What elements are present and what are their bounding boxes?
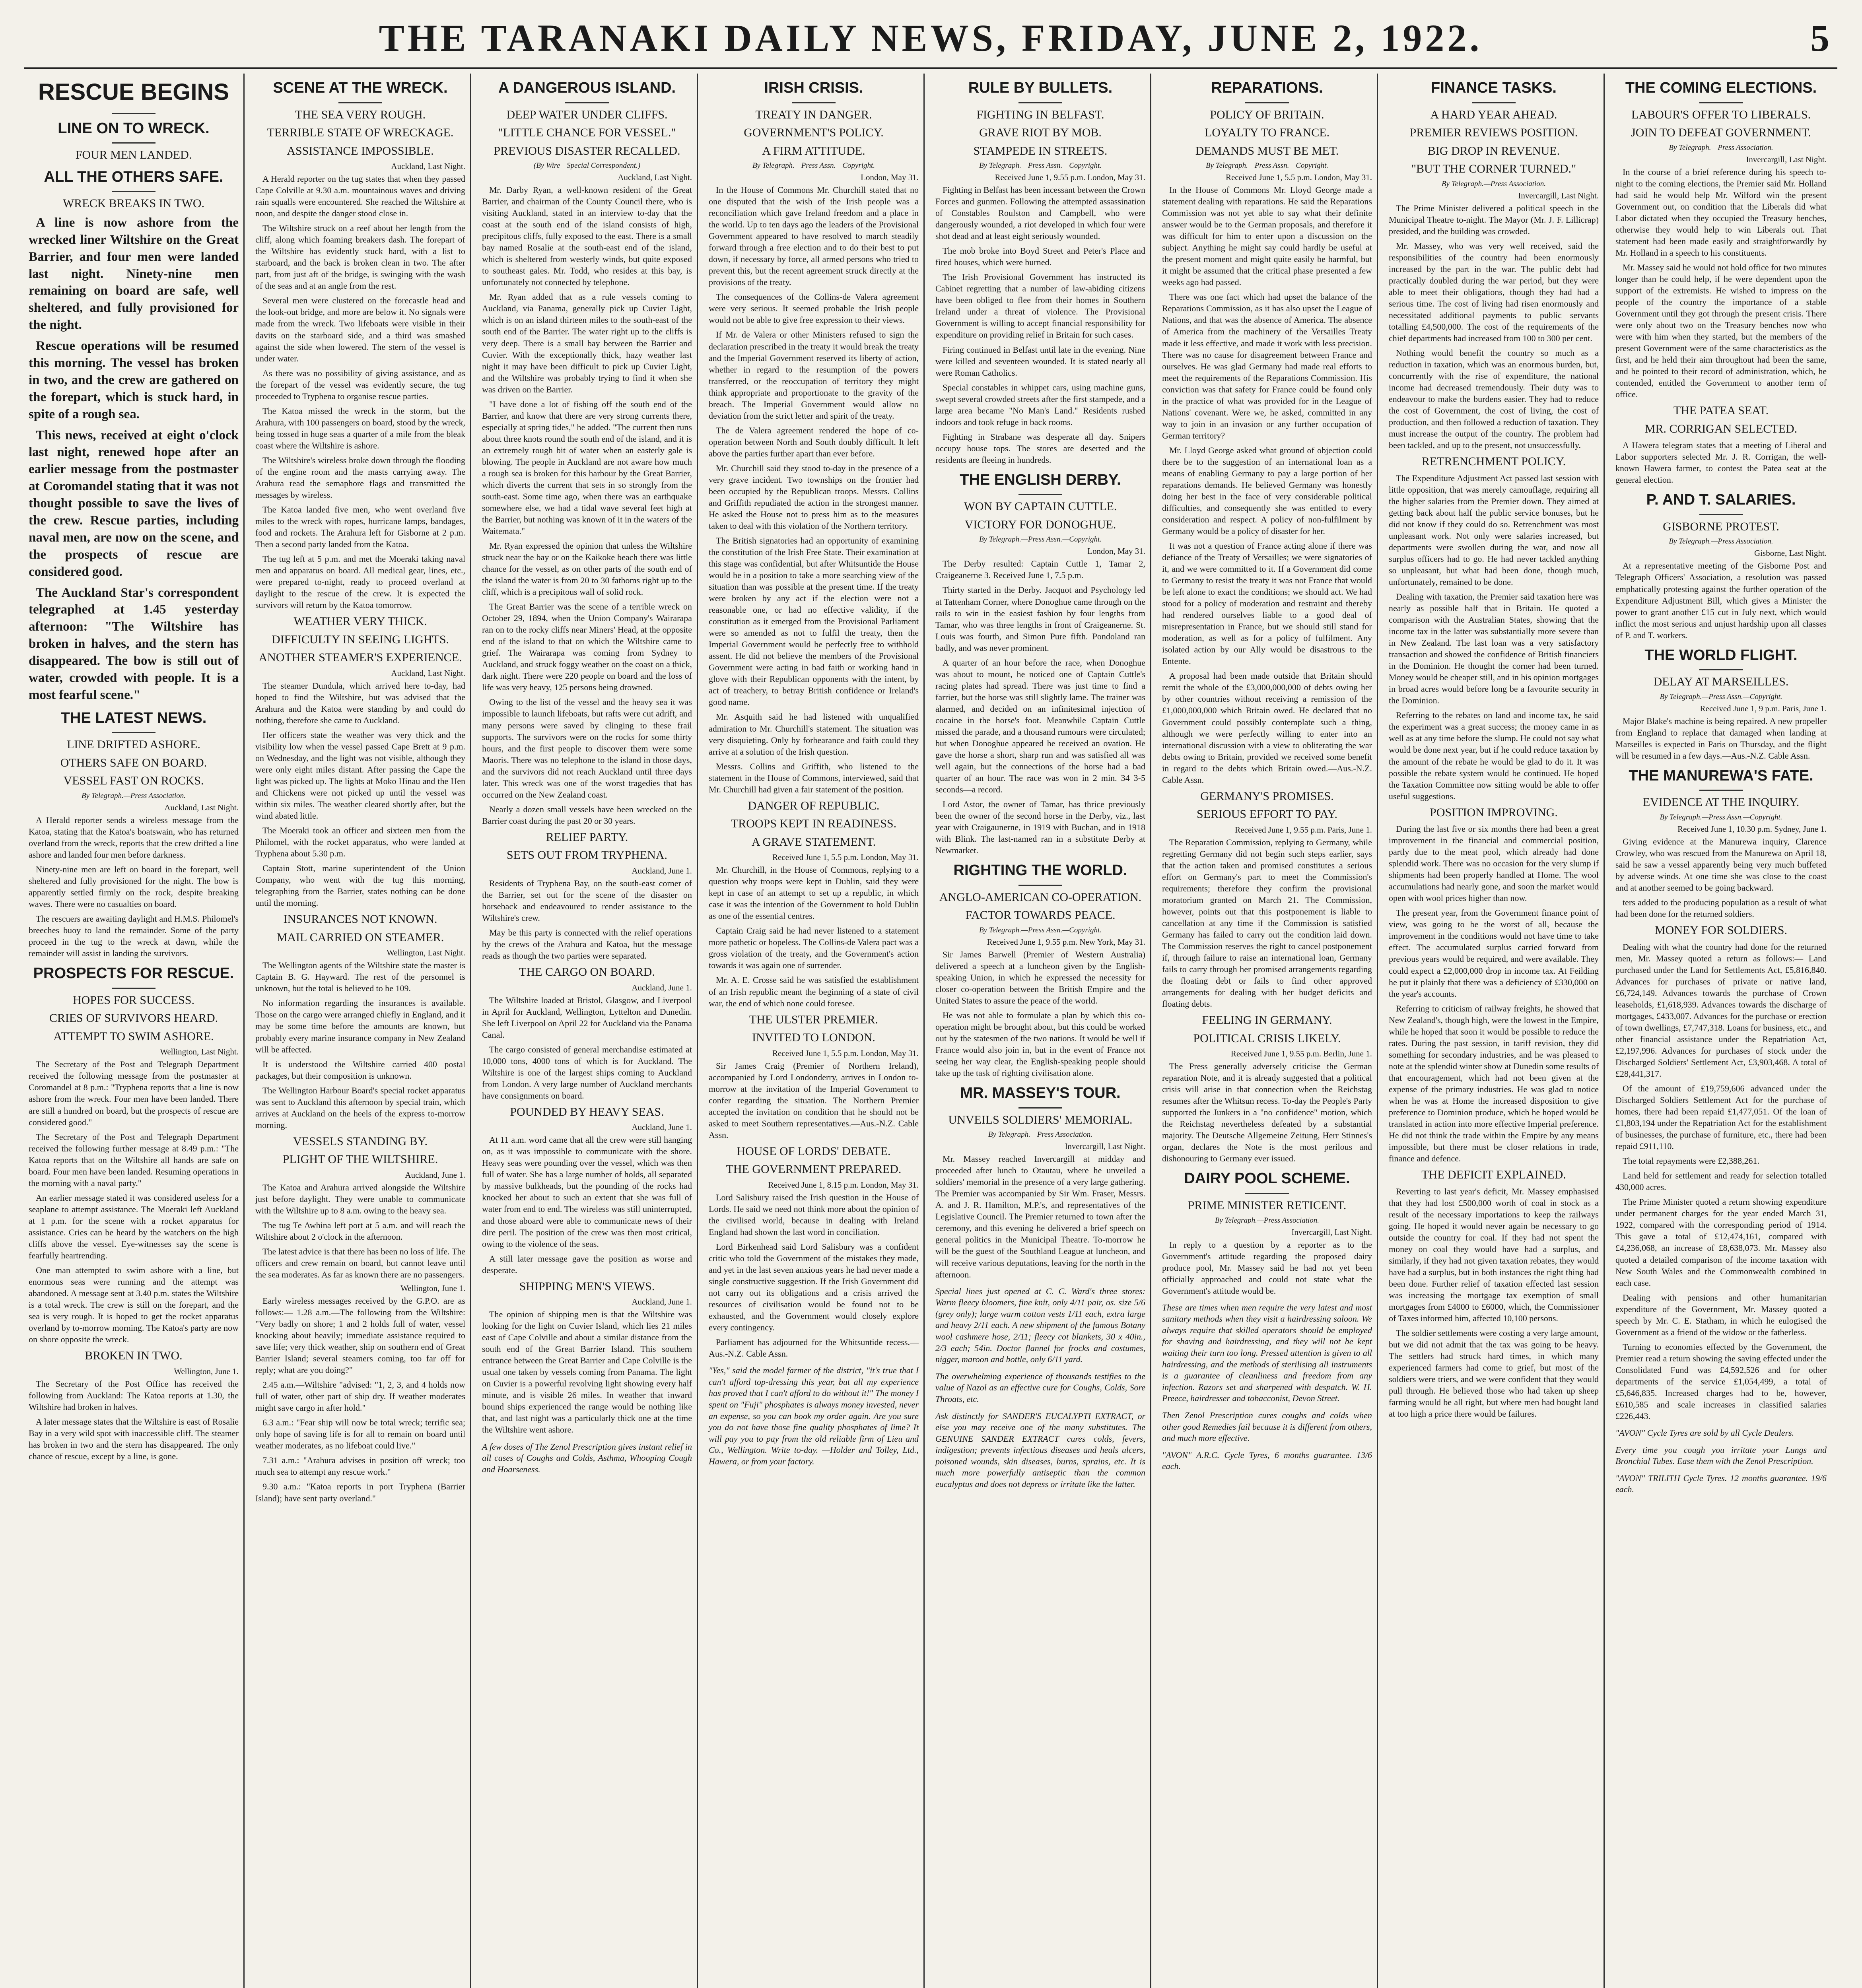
subheading: LABOUR'S OFFER TO LIBERALS. bbox=[1631, 108, 1811, 121]
article-paragraph: Captain Stott, marine superintendent of the Union Company, who went with the tug this morning, telegraphing from the Barrier, states nothing can be done until the morning. bbox=[255, 863, 465, 908]
subheading: FIGHTING IN BELFAST. bbox=[976, 108, 1104, 121]
article-paragraph: The Wiltshire's wireless broke down through the flooding of the engine room and the masts carrying away. The Arahura read the semaphore flags and transmitted the messages by wireless. bbox=[255, 455, 465, 500]
article-paragraph: The mob broke into Boyd Street and Peter's Place and fired houses, which were burned. bbox=[935, 246, 1145, 268]
article-paragraph: Messrs. Collins and Griffith, who listened to the statement in the House of Commons, interviewed, said that Mr. Churchill had given a fair statement of the position. bbox=[709, 761, 919, 794]
article-paragraph: Fighting in Strabane was desperate all day. Snipers occupy house tops. The stores are deserted and the residents are fleeing in hundreds. bbox=[935, 431, 1145, 465]
article-paragraph: Land held for settlement and ready for selection totalled 430,000 acres. bbox=[1615, 1171, 1827, 1192]
article-paragraph: No information regarding the insurances is available. Those on the cargo were arranged chiefly in England, and it may be some time before the amounts are known, but probably every marine insurance company in New Zealand will be affected. bbox=[255, 998, 465, 1054]
dateline: Auckland, Last Night. bbox=[391, 668, 465, 678]
dateline: London, May 31. bbox=[1087, 546, 1145, 556]
article-paragraph: Of the amount of £19,759,606 advanced under the Discharged Soldiers Settlement Act for the purchase of homes, there had been repaid £1,477,051. Of the loan of £1,803,194 under the Repatriation Act for the establishment of businesses, the purchase of furniture, etc., there had been repaid £911,110. bbox=[1615, 1083, 1827, 1151]
article-paragraph: The present year, from the Government finance point of view, was going to be the worst of all, because the improvement in the conditions would not have time to take effect. The accumulated surplus carried forward from previous years would be required, and were available. They could expect a £2,000,000 drop in income tax. At Feilding he put it plainly that there was a deficiency of £330,000 on the year's accounts. bbox=[1389, 908, 1599, 999]
dateline: Invercargill, Last Night. bbox=[1065, 1142, 1145, 1151]
divider bbox=[112, 191, 155, 192]
dateline: Received June 1, 5.5 p.m. London, May 31. bbox=[772, 852, 919, 862]
article-paragraph: Fighting in Belfast has been incessant between the Crown Forces and gunmen. Following the attempted assassination of Constables Roulston and Campbell, who were dangerously wounded, a riot developed in which four were shot dead and at least eight seriously wounded. bbox=[935, 185, 1145, 241]
divider bbox=[112, 988, 155, 989]
article-paragraph: In the course of a brief reference during his speech to-night to the coming elections, the Premier said Mr. Holland had said he would help Mr. Wilford win the present Government out, on condition that the Liberals did what Labor dictated when they occupied the Treasury benches, otherwise they would help to win Liberals out. That statement had been made easily and straightforwardly by Mr. Holland in a speech to his constituents. bbox=[1615, 167, 1827, 258]
article-paragraph: Thirty started in the Derby. Jacquot and Psychology led at Tattenham Corner, where Donoghue came through on the rails to win in the easiest fashion by four lengths from Tamar, who was three lengths in front of Craigeanerne. St. Louis was fourth, and Simon Pure fifth. Pondoland ran badly, and was never prominent. bbox=[935, 585, 1145, 653]
divider bbox=[1245, 102, 1289, 103]
article-paragraph: The Derby resulted: Captain Cuttle 1, Tamar 2, Craigeanerne 3. Received June 1, 7.5 p.m. bbox=[935, 559, 1145, 580]
dateline: Received June 1, 5.5 p.m. London, May 31. bbox=[772, 1048, 919, 1058]
article-paragraph: Lord Astor, the owner of Tamar, has thrice previously been the owner of the second horse in the Derby, viz., last year with Craigaunerne, in 1919 with Buchan, and in 1918 with Blink. The last-named ran in a substitute Derby at Newmarket. bbox=[935, 799, 1145, 856]
divider bbox=[565, 102, 609, 103]
section-headline: THE LATEST NEWS. bbox=[60, 709, 207, 726]
column-3 bbox=[477, 74, 698, 1988]
article-paragraph: Early wireless messages received by the G.P.O. are as follows:— 1.28 a.m.—The following from the Wiltshire: "Very badly on shore; 1 and 2 holds full of water, vessel knocking about heavily; immediate assistance required to save life; very thick weather, ship on southern end of Great Barrier Island; several steamers coming, too far off for reply; what are you doing?" bbox=[255, 1296, 465, 1375]
subheading: PREVIOUS DISASTER RECALLED. bbox=[494, 144, 680, 157]
byline: By Telegraph.—Press Association. bbox=[1669, 537, 1773, 546]
byline: By Telegraph.—Press Assn.—Copyright. bbox=[1660, 692, 1782, 701]
subheading: STAMPEDE IN STREETS. bbox=[973, 144, 1108, 157]
advertisement: Then Zenol Prescription cures coughs and colds when other good Remedies fail because it is different from others, and much more effective. bbox=[1162, 1410, 1372, 1443]
section-headline: THE MANUREWA'S FATE. bbox=[1629, 767, 1813, 784]
article-paragraph: The Katoa missed the wreck in the storm, but the Arahura, with 100 passengers on board, stood by the wreck, being tossed in huge seas a quarter of a mile from the bleak coast where the Wiltshire is ashore. bbox=[255, 406, 465, 450]
subheading: DANGER OF REPUBLIC. bbox=[748, 799, 880, 812]
article-paragraph: If Mr. de Valera or other Ministers refused to sign the declaration prescribed in the treaty it would break the treaty and the Imperial Government reserved its liberty of action, whether in regard to the resumption of the powers transferred, or the reoccupation of territory they might think appropriate and proportionate to the gravity of the breach. The Imperial Government would allow no deviation from the strict letter and spirit of the treaty. bbox=[709, 330, 919, 421]
subheading: WON BY CAPTAIN CUTTLE. bbox=[964, 500, 1117, 513]
article-paragraph: Sir James Craig (Premier of Northern Ireland), accompanied by Lord Londonderry, arrives in London to-morrow at the invitation of the Imperial Government to confer regarding the situation. The Northern Premier accepted the invitation on condition that he should not be asked to meet Southern representatives.—Aus.-N.Z. Cable Assn. bbox=[709, 1060, 919, 1140]
divider bbox=[1699, 102, 1743, 103]
subheading: HOPES FOR SUCCESS. bbox=[73, 993, 194, 1007]
article-paragraph: An earlier message stated it was considered useless for a seaplane to attempt assistance. The Moeraki left Auckland at 1 p.m. for the scene with a rocket apparatus for assistance. Cries can be heard by the watchers on the high cliffs above the vessel. Eye-witnesses say the scene is fearfully heartrending. bbox=[29, 1192, 239, 1260]
article-paragraph: Mr. Churchill said they stood to-day in the presence of a very grave incident. Two townships on the frontier had been occupied by the Republican troops. Messrs. Collins and Griffith repudiated the action in the strongest manner. He asked the House not to press him as to the measures taken to deal with this violation of the Northern territory. bbox=[709, 463, 919, 531]
article-paragraph: A Herald reporter on the tug states that when they passed Cape Colville at 9.30 a.m. mountainous waves and driving rain squalls were encountered. She reached the Wiltshire at noon, and despite the danger stood close in. bbox=[255, 174, 465, 219]
article-paragraph: 9.30 a.m.: "Katoa reports in port Tryphena (Barrier Island); have sent party overland." bbox=[255, 1481, 465, 1503]
masthead bbox=[24, 7, 1837, 69]
divider bbox=[1472, 102, 1516, 103]
section-headline: SCENE AT THE WRECK. bbox=[273, 80, 448, 96]
article-paragraph: It is understood the Wiltshire carried 400 postal packages, but their composition is unknown. bbox=[255, 1059, 465, 1081]
dateline: Received June 1, 5.5 p.m. London, May 31. bbox=[1225, 173, 1372, 182]
dateline: Auckland, Last Night. bbox=[164, 802, 239, 812]
subheading: TERRIBLE STATE OF WRECKAGE. bbox=[267, 126, 454, 140]
subheading: GOVERNMENT'S POLICY. bbox=[744, 126, 884, 140]
dateline: Gisborne, Last Night. bbox=[1754, 548, 1827, 558]
advertisement: Every time you cough you irritate your Lungs and Bronchial Tubes. Ease them with the Zenol Prescription. bbox=[1615, 1444, 1827, 1466]
divider bbox=[1018, 494, 1062, 495]
subheading: POUNDED BY HEAVY SEAS. bbox=[510, 1105, 664, 1118]
subheading: BIG DROP IN REVENUE. bbox=[1427, 144, 1560, 157]
subheading: WRECK BREAKS IN TWO. bbox=[62, 197, 205, 210]
subheading: GISBORNE PROTEST. bbox=[1663, 520, 1779, 533]
article-paragraph: The Katoa and Arahura arrived alongside the Wiltshire just before daylight. They were unable to communicate with the Wiltshire up to 8 a.m. owing to the heavy sea. bbox=[255, 1182, 465, 1215]
subheading: SETS OUT FROM TRYPHENA. bbox=[507, 848, 667, 862]
lead-paragraph: A line is now ashore from the wrecked liner Wiltshire on the Great Barrier, and four men were landed last night. Ninety-nine men remaining on board are safe, well sheltered, and fully provisioned for the night. bbox=[29, 215, 239, 332]
article-paragraph: Mr. Massey reached Invercargill at midday and proceeded after lunch to Otautau, where he unveiled a soldiers' memorial in the presence of a very large gathering. The Premier was accompanied by Sir Wm. Fraser, Messrs. A. and J. R. Hamilton, M.P.'s, and representatives of the Legislative Council. The Premier returned to town after the ceremony, and this evening he delivered a brief speech on general politics in the Municipal Theatre. To-morrow he will be the guest of the Southland League at luncheon, and will receive various deputations, leaving for the north in the afternoon. bbox=[935, 1154, 1145, 1279]
article-paragraph: The Secretary of the Post Office has received the following from Auckland: The Katoa reports at 1.30, the Wiltshire had broken in halves. bbox=[29, 1378, 239, 1412]
article-paragraph: Mr. Ryan expressed the opinion that unless the Wiltshire struck near the bay or on the Kaikoke beach there was little chance for the vessel, as on other parts of the south end of the island the water is from 20 to 30 fathoms right up to the cliff, which is a precipitous wall of solid rock. bbox=[482, 541, 692, 597]
subheading: FOUR MEN LANDED. bbox=[75, 148, 192, 162]
article-paragraph: At a representative meeting of the Gisborne Post and Telegraph Officers' Association, a resolution was passed emphatically protesting against the further operation of the Expenditure Adjustment Bill, which gives a Minister the power to grant another £15 cut in July next, which would inflict the most serious and unjust hardship upon all classes of P. and T. workers. bbox=[1615, 561, 1827, 640]
dateline: Received June 1, 8.15 p.m. London, May 31. bbox=[768, 1180, 919, 1190]
article-paragraph: The Irish Provisional Government has instructed its Cabinet regretting that a number of law-abiding citizens have been obliged to flee from their homes in Southern Ireland under a threat of violence. The Provisional Government is willing to accept financial responsibility for expenditure on providing relief in Britain for such cases. bbox=[935, 272, 1145, 340]
dateline: Wellington, June 1. bbox=[174, 1366, 239, 1376]
subheading: INSURANCES NOT KNOWN. bbox=[283, 912, 437, 926]
subheading: LOYALTY TO FRANCE. bbox=[1204, 126, 1330, 140]
article-paragraph: Giving evidence at the Manurewa inquiry, Clarence Crowley, who was rescued from the Manurewa on April 18, said he saw a vessel apparently being very much buffeted by adverse winds. At one time she was close to the coast and at another seemed to be going backward. bbox=[1615, 836, 1827, 893]
subheading: A FIRM ATTITUDE. bbox=[762, 144, 865, 157]
byline: By Telegraph.—Press Assn.—Copyright. bbox=[979, 161, 1102, 170]
dateline: Auckland, June 1. bbox=[632, 866, 692, 876]
article-paragraph: Mr. Churchill, in the House of Commons, replying to a question why troops were kept in Dublin, said they were kept in case of an attempt to set up a republic, in which case it was the intention of the Government to hold Dublin as one of the essential centres. bbox=[709, 865, 919, 921]
byline: By Telegraph.—Press Assn.—Copyright. bbox=[752, 161, 875, 170]
dateline: Auckland, June 1. bbox=[632, 1297, 692, 1307]
byline: By Telegraph.—Press Association. bbox=[1669, 143, 1773, 152]
headline: RESCUE BEGINS bbox=[38, 79, 229, 105]
byline: By Telegraph.—Press Assn.—Copyright. bbox=[979, 926, 1102, 934]
section-headline: ALL THE OTHERS SAFE. bbox=[44, 168, 224, 185]
masthead-title: THE TARANAKI DAILY NEWS, FRIDAY, JUNE 2, 1922. bbox=[379, 17, 1483, 59]
subheading: FEELING IN GERMANY. bbox=[1202, 1013, 1332, 1027]
article-paragraph: In the House of Commons Mr. Churchill stated that no one disputed that the wish of the Irish people was a reconciliation which gave Ireland freedom and a place in the world. Up to ten days ago the leaders of the Provisional Government appeared to have resolved to march steadily forward through a free election and to do their best to put down, if necessary by force, all armed persons who tried to prevent this, but the recent agreement struck directly at the provisions of the treaty. bbox=[709, 185, 919, 287]
advertisement: Special lines just opened at C. C. Ward's three stores: Warm fleecy bloomers, fine knit, only 4/11 pair, os. size 5/6 (grey only); large warm cotton vests 1/11 each, extra large and heavy 2/11 each. A new shipment of the famous Botany wool cashmere hose, 2/11; fleecy cot blankets, 30 x 40in., 2/3 each; 54in. Doctor flannel for frocks and costumes, nigger, maroon and bottle, only 6/11 yard. bbox=[935, 1286, 1145, 1365]
columns-container bbox=[24, 74, 1837, 1988]
article-paragraph: The Great Barrier was the scene of a terrible wreck on October 29, 1894, when the Union Company's Wairarapa ran on to the rocky cliffs near Miners' Head, at the opposite end of the island to that on which the Wiltshire came to grief. The Wairarapa was coming from Sydney to Auckland, and struck foggy weather on the coast on a thick, dark night. There were 220 people on board and the loss of life was very heavy, 125 persons being drowned. bbox=[482, 602, 692, 693]
article-paragraph: The Wellington Harbour Board's special rocket apparatus was sent to Auckland this afternoon by special train, which arrives at Auckland on the heels of the express to-morrow morning. bbox=[255, 1085, 465, 1130]
subheading: POLITICAL CRISIS LIKELY. bbox=[1193, 1031, 1341, 1045]
article-paragraph: A quarter of an hour before the race, when Donoghue was about to mount, he noticed one of Captain Cuttle's racing plates had spread. There was just time to find a farrier, but the horse was still slightly lame. The trainer was alarmed, and decided on an infinitesimal injection of cocaine in the horse's foot. Meanwhile Captain Cuttle missed the parade, and a thousand rumours were circulated; but when Donoghue appeared he received an ovation. He gave the horse a short, sharp run and was satisfied all was well again, but the connections of the horse had a bad quarter of an hour. The race was won in 2 min. 34 3-5 seconds—a record. bbox=[935, 657, 1145, 794]
divider bbox=[112, 113, 155, 114]
subheading: ANGLO-AMERICAN CO-OPERATION. bbox=[939, 890, 1142, 904]
dateline: Auckland, Last Night. bbox=[618, 173, 692, 182]
section-headline: MR. MASSEY'S TOUR. bbox=[960, 1085, 1121, 1102]
article-paragraph: The steamer Dundula, which arrived here to-day, had hoped to find the Wiltshire, but was advised that the Arahura and the Katoa were standing by and could do nothing, therefore she came to Auckland. bbox=[255, 680, 465, 725]
section-headline: THE WORLD FLIGHT. bbox=[1644, 646, 1798, 664]
subheading: SERIOUS EFFORT TO PAY. bbox=[1197, 808, 1337, 821]
article-paragraph: In the House of Commons Mr. Lloyd George made a statement dealing with reparations. He said the Reparations Commission was not yet able to say what their definite answer would be to the German proposals, and therefore it was difficult for him to enter upon a discussion on the subject. Anything he might say could hardly be useful at the present moment and might quite easily be harmful, but it might be assumed that the critical phase presented a few weeks ago had passed. bbox=[1162, 185, 1372, 287]
article-paragraph: 2.45 a.m.—Wiltshire "advised: "1, 2, 3, and 4 holds now full of water, other part of ship dry. If weather moderates might save cargo in after hold." bbox=[255, 1380, 465, 1413]
article-paragraph: Lord Salisbury raised the Irish question in the House of Lords. He said we need not think more about the opinion of the civilised world, because in dealing with Ireland England had shown the last word in conciliation. bbox=[709, 1192, 919, 1237]
dateline: Auckland, June 1. bbox=[632, 982, 692, 992]
article-paragraph: One man attempted to swim ashore with a line, but enormous seas were running and the attempt was abandoned. A message sent at 3.40 p.m. states the Wiltshire is a total wreck. The crew is still on the forepart, and the sea is very rough. It is hoped to get the rocket apparatus overland by to-morrow morning. The Katoa's party are now on shore opposite the wreck. bbox=[29, 1265, 239, 1345]
dateline: Invercargill, Last Night. bbox=[1291, 1227, 1372, 1237]
subheading: A HARD YEAR AHEAD. bbox=[1430, 108, 1557, 121]
article-paragraph: Mr. Asquith said he had listened with unqualified admiration to Mr. Churchill's statement. The situation was very disquieting. Only by forbearance and faith could they arrive at a solution of the Irish question. bbox=[709, 712, 919, 757]
subheading: PLIGHT OF THE WILTSHIRE. bbox=[282, 1153, 438, 1166]
subheading: RELIEF PARTY. bbox=[546, 830, 628, 844]
subheading: "BUT THE CORNER TURNED." bbox=[1411, 162, 1576, 176]
dateline: Received June 1, 9.55 p.m. New York, May 31. bbox=[987, 937, 1145, 947]
subheading: VESSEL FAST ON ROCKS. bbox=[63, 774, 204, 788]
column-2 bbox=[251, 74, 471, 1988]
divider bbox=[1018, 1107, 1062, 1109]
article-paragraph: The Secretary of the Post and Telegraph Department received the following further message at 8.49 p.m.: "The Katoa reports that on the Wiltshire all hands are safe on board. Four men have been landed. Resuming operations in the morning with a naval party." bbox=[29, 1132, 239, 1188]
byline: By Telegraph.—Press Association. bbox=[1441, 179, 1546, 188]
article-paragraph: Dealing with pensions and other humanitarian expenditure of the Government, Mr. Massey quoted a speech by Mr. C. E. Statham, in which he eulogised the Government as a friend of the widow or the fatherless. bbox=[1615, 1292, 1827, 1337]
dateline: Wellington, June 1. bbox=[400, 1283, 465, 1293]
article-paragraph: The Reparation Commission, replying to Germany, while regretting Germany did not begin such steps earlier, says that the action taken and promised constitutes a serious effort on Germany's part to meet the Commission's requirements; therefore they confirm the provisional moratorium granted on March 21. The Commission, however, points out that this postponement is liable to cancellation at any time if the Commission is satisfied Germany has failed to carry out the condition laid down. The Commission reserves the right to cancel postponement if, through failure to raise an international loan, Germany fails to carry through her promised arrangements regarding the floating debt or fails to find other approved arrangements for dealing with her budget deficits and floating debts. bbox=[1162, 837, 1372, 1009]
subheading: GRAVE RIOT BY MOB. bbox=[979, 126, 1102, 140]
article-paragraph: The opinion of shipping men is that the Wiltshire was looking for the light on Cuvier Island, which lies 21 miles east of Cape Colville and about a similar distance from the south end of the Great Barrier Island. This southern entrance between the Great Barrier and Cape Colville is the usual one taken by vessels coming from Panama. The light on Cuvier is a powerful revolving light showing every half minute, and is visible 26 miles. In weather that inward bound ships experienced the range would be nothing like that, and last night was a particularly thick one at the time the Wiltshire went ashore. bbox=[482, 1309, 692, 1435]
dateline: Received June 1, 9 p.m. Paris, June 1. bbox=[1700, 703, 1827, 713]
divider bbox=[1018, 102, 1062, 103]
article-paragraph: Mr. Lloyd George asked what ground of objection could there be to the suggestion of an international loan as a means of enabling Germany to pay a large portion of her reparations demands. He believed Germany was honestly doing her best in the face of very considerable political difficulties, and consequently she was entitled to every consideration and respect. A policy of non-fulfilment by Germany would be a policy of disaster for her. bbox=[1162, 445, 1372, 536]
article-paragraph: The tug left at 5 p.m. and met the Moeraki taking naval men and apparatus on board. All medical gear, lines, etc., were prepared to-night, ready to proceed overland at daylight to the rescue of the crew. It is expected the survivors will return by the Katoa tomorrow. bbox=[255, 554, 465, 610]
subheading: THE CARGO ON BOARD. bbox=[519, 965, 655, 978]
article-paragraph: Parliament has adjourned for the Whitsuntide recess.—Aus.-N.Z. Cable Assn. bbox=[709, 1337, 919, 1359]
dateline: Received June 1, 9.55 p.m. London, May 31. bbox=[995, 173, 1145, 182]
article-paragraph: The Prime Minister delivered a political speech in the Municipal Theatre to-night. The Mayor (Mr. J. F. Lillicrap) presided, and the building was crowded. bbox=[1389, 203, 1599, 236]
subheading: VESSELS STANDING BY. bbox=[293, 1134, 428, 1148]
subheading: LINE DRIFTED ASHORE. bbox=[67, 738, 200, 751]
section-headline: PROSPECTS FOR RESCUE. bbox=[33, 965, 234, 982]
byline: By Telegraph.—Press Association. bbox=[1215, 1216, 1320, 1225]
dateline: Wellington, Last Night. bbox=[387, 948, 465, 958]
article-paragraph: Ninety-nine men are left on board in the forepart, well sheltered and fully provisioned for the night. The bow is apparently settled firmly on the rock, despite breaking waves. There were no casualties on board. bbox=[29, 864, 239, 909]
article-paragraph: The Press generally adversely criticise the German reparation Note, and it is already suggested that a political crisis will arise in that connection when the Reichstag resumes after the Whitsun recess. To-day the People's Party supported the Junkers in a "no confidence" motion, which the Reichstag nevertheless defeated by a substantial majority. The Deutsche Allgemeine Zeitung, Herr Stinnes's organ, declares the Note is the most perilous and dishonouring to Germany ever issued. bbox=[1162, 1061, 1372, 1164]
subheading: OTHERS SAFE ON BOARD. bbox=[60, 756, 207, 769]
divider bbox=[1018, 885, 1062, 886]
article-paragraph: He was not able to formulate a plan by which this co-operation might be brought about, but this could be worked out by the statesmen of the two nations. It would be well if France would also join in, but in the event of France not seeing her way clear, the English-speaking people should take up the task of righting civilisation alone. bbox=[935, 1010, 1145, 1078]
advertisement: The overwhelming experience of thousands testifies to the value of Nazol as an effective cure for Coughs, Colds, Sore Throats, etc. bbox=[935, 1371, 1145, 1404]
section-headline: RULE BY BULLETS. bbox=[968, 80, 1113, 96]
subheading: HOUSE OF LORDS' DEBATE. bbox=[737, 1144, 891, 1158]
subheading: "LITTLE CHANCE FOR VESSEL." bbox=[498, 126, 676, 140]
section-headline: THE COMING ELECTIONS. bbox=[1625, 80, 1817, 96]
column-6 bbox=[1157, 74, 1378, 1988]
article-paragraph: 6.3 a.m.: "Fear ship will now be total wreck; terrific sea; only hope of saving life is for all to remain on board until weather moderates, as no lifeboat could live." bbox=[255, 1417, 465, 1451]
dateline: Invercargill, Last Night. bbox=[1518, 190, 1599, 200]
subheading: JOIN TO DEFEAT GOVERNMENT. bbox=[1631, 126, 1811, 140]
article-paragraph: Mr. Massey said he would not hold office for two minutes longer than he could help, if he were dependent upon the support of the extremists. He wished to impress on the people of the country the importance of a stable Government until they got through the present crisis. There were only about two on the Treasury benches now who were with him when they started, but the members of the present Government were of the same characteristics as the first, and he held their aim throughout had been the same, and he pointed to their record of administration, which, he contended, entitled the Government to another term of office. bbox=[1615, 262, 1827, 400]
article-paragraph: Sir James Barwell (Premier of Western Australia) delivered a speech at a luncheon given by the English-speaking Union, in which he expressed the necessity for closer co-operation between the British Empire and the United States to assure the peace of the world. bbox=[935, 949, 1145, 1006]
subheading: DIFFICULTY IN SEEING LIGHTS. bbox=[271, 633, 449, 646]
dateline: Auckland, Last Night. bbox=[391, 161, 465, 171]
subheading: ASSISTANCE IMPOSSIBLE. bbox=[287, 144, 434, 157]
advertisement: "AVON" Cycle Tyres are sold by all Cycle Dealers. bbox=[1615, 1427, 1794, 1438]
article-paragraph: Mr. Darby Ryan, a well-known resident of the Great Barrier, and chairman of the County Council there, who is visiting Auckland, stated in an interview to-day that the coast at the south end of the island consists of high, precipitous cliffs, fully exposed to the east. There is a small bay named Rosalie at the south-east end of the island, which is sheltered from westerly winds, but quite exposed to southeast gales. Mr. Todd, who resides at this bay, is unfortunately not connected by telephone. bbox=[482, 185, 692, 287]
subheading: GERMANY'S PROMISES. bbox=[1200, 789, 1334, 803]
divider bbox=[1699, 790, 1743, 791]
byline: By Telegraph.—Press Association. bbox=[988, 1130, 1093, 1139]
advertisement: "Yes," said the model farmer of the district, "it's true that I can't afford top-dressing this year, but all my experience has proved that I can't afford to do without it!" The money I spent on "Fuji" phosphates is always money invested, never an expense, so you can book my order again. Are you sure you do not have those fine quality phosphates of lime? It will pay you to pay from the old reliable firm of Lieu and Co., Wellington. Write to-day. —Holder and Tolley, Ltd., Hawera, or from your factory. bbox=[709, 1365, 919, 1466]
article-paragraph: May be this party is connected with the relief operations by the crews of the Arahura and Katoa, but the message reads as though the two parties were separated. bbox=[482, 927, 692, 961]
article-paragraph: Special constables in whippet cars, using machine guns, swept several crowded streets after the first stampede, and a large area became "No Man's Land." Residents rushed indoors and took refuge in back rooms. bbox=[935, 382, 1145, 427]
article-paragraph: The consequences of the Collins-de Valera agreement were very serious. It seemed probable the Irish people would not be able to give free expression to their views. bbox=[709, 292, 919, 325]
column-4 bbox=[704, 74, 925, 1988]
lead-paragraph: The Auckland Star's correspondent telegraphed at 1.45 yesterday afternoon: "The Wiltshire has broken in halves, and the stern has disappeared. The bow is still out of water, crowded with people. It is a most fearful scene." bbox=[29, 585, 239, 702]
article-paragraph: Captain Craig said he had never listened to a statement more pathetic or hopeless. The Collins-de Valera pact was a gross violation of the treaty, and the Government's action towards it was again one of surrender. bbox=[709, 926, 919, 971]
article-paragraph: Owing to the list of the vessel and the heavy sea it was impossible to launch lifeboats, but rafts were cut adrift, and many persons were saved by clinging to these frail supports. The survivors were on the rocks for some thirty hours, and the first people to discover them were some Maoris. There was no telephone to the island in those days, and the survivors did not reach Auckland until three days later. This wreck was one of the worst tragedies that has occurred on the New Zealand coast. bbox=[482, 697, 692, 800]
dateline: Auckland, June 1. bbox=[405, 1170, 465, 1180]
dateline: Received June 1, 9.55 p.m. Berlin, June 1. bbox=[1230, 1049, 1372, 1059]
dateline: London, May 31. bbox=[861, 173, 919, 182]
subheading: POLICY OF BRITAIN. bbox=[1210, 108, 1324, 121]
section-headline: REPARATIONS. bbox=[1211, 80, 1323, 96]
divider bbox=[112, 732, 155, 733]
article-paragraph: The Wiltshire struck on a reef about her length from the cliff, along which foaming breakers dash. The forepart of the Wiltshire has evidently stuck hard, with a list to starboard, and the back is broken clean in two. The after part, from just aft of the bridge, is swinging with the wash of the seas and at an angle from the rest. bbox=[255, 223, 465, 291]
article-paragraph: Nothing would benefit the country so much as a reduction in taxation, which was an enormous burden, but, concurrently with the rise of expenditure, the national income had decreased tremendously. Their duty was to endeavour to make the burdens easier. They had to reduce the cost of Government, the cost of living, the cost of production, and then followed a reduction of taxation. They must increase the output of the country. The problem had been tackled, and up to the present, not unsuccessfully. bbox=[1389, 348, 1599, 450]
subheading: THE ULSTER PREMIER. bbox=[749, 1013, 879, 1026]
lead-paragraph: Rescue operations will be resumed this morning. The vessel has broken in two, and the crew are gathered on the forepart, which is stuck hard, in spite of a rough sea. bbox=[29, 339, 239, 421]
subheading: WEATHER VERY THICK. bbox=[293, 615, 427, 628]
lead-paragraph: This news, received at eight o'clock last night, renewed hope after an earlier message from the postmaster at Coromandel stating that it was not thought possible to save the lives of the crew. Rescue parties, including naval men, are now on the scene, and the prospects of rescue are considered good. bbox=[29, 428, 239, 579]
subheading: UNVEILS SOLDIERS' MEMORIAL. bbox=[948, 1113, 1133, 1126]
subheading: A GRAVE STATEMENT. bbox=[751, 835, 876, 848]
subheading: THE DEFICIT EXPLAINED. bbox=[1421, 1168, 1566, 1182]
article-paragraph: Reverting to last year's deficit, Mr. Massey emphasised that they had lost £500,000 worth of coal in stock as a result of the necessary importations to keep the railways going. He hoped it would never again be necessary to go outside the country for coal. If they had not spent the money on coal they would have had a surplus, and similarly, if they had not given taxation rebates, they would have had a surplus, but in both instances the right thing had been done. Further relief of taxation effected last session was increasing the mortgage tax exemption of small mortgages from £4000 to £6000, which, the Commissioner of Taxes informed him, affected 10,100 persons. bbox=[1389, 1186, 1599, 1323]
subheading: VICTORY FOR DONOGHUE. bbox=[964, 518, 1116, 531]
byline: By Telegraph.—Press Association. bbox=[81, 791, 186, 800]
subheading: RETRENCHMENT POLICY. bbox=[1421, 455, 1566, 468]
article-paragraph: A Herald reporter sends a wireless message from the Katoa, stating that the Katoa's boatswain, who has returned overland from the wreck, reports that the crew drifted a line ashore and landed four men before darkness. bbox=[29, 815, 239, 860]
subheading: DELAY AT MARSEILLES. bbox=[1653, 675, 1789, 689]
article-paragraph: Her officers state the weather was very thick and the visibility low when the vessel passed Cape Brett at 9 p.m. on Wednesday, and the light was not visible, although they were only eight miles distant. After passing the Cape the light was picked up. The lights at Moko Hinau and the Hen and Chickens were not picked up until the vessel was within six miles. The weather cleared shortly after, but the wind abated little. bbox=[255, 730, 465, 821]
article-paragraph: Mr. Massey, who was very well received, said the responsibilities of the country had been enormously increased by the part in the war. The public debt had practically doubled during the war period, but they were able to meet their obligations, though they had had a serious time. The cost of living had risen enormously and necessitated additional payments to public servants totalling £4,500,000. The cost of the requirements of the chief departments had increased from 100 to 300 per cent. bbox=[1389, 241, 1599, 343]
divider bbox=[1245, 1193, 1289, 1194]
dateline: Received June 1, 10.30 p.m. Sydney, June 1. bbox=[1677, 824, 1827, 834]
subheading: DEEP WATER UNDER CLIFFS. bbox=[506, 108, 668, 121]
subheading: DEMANDS MUST BE MET. bbox=[1195, 144, 1339, 157]
column-8 bbox=[1611, 74, 1831, 1988]
article-paragraph: In reply to a question by a reporter as to the Government's attitude regarding the proposed dairy produce pool, Mr. Massey said he had not yet been officially approached and could not state what the Government's attitude would be. bbox=[1162, 1239, 1372, 1296]
dateline: Wellington, Last Night. bbox=[160, 1047, 239, 1057]
article-paragraph: Major Blake's machine is being repaired. A new propeller from England to replace that damaged when landing at Marseilles is expected in Paris on Thursday, and the flight will be resumed in a few days.—Aus.-N.Z. Cable Assn. bbox=[1615, 716, 1827, 761]
dateline: Auckland, June 1. bbox=[632, 1122, 692, 1132]
article-paragraph: Firing continued in Belfast until late in the evening. Nine were killed and seventeen wounded. It is stated nearly all were Roman Catholics. bbox=[935, 344, 1145, 378]
article-paragraph: A later message states that the Wiltshire is east of Rosalie Bay in a very wild spot with inaccessible cliff. The steamer has broken in two and the stern has disappeared. The only chance of rescue, except by a line, is gone. bbox=[29, 1416, 239, 1461]
section-headline: IRISH CRISIS. bbox=[764, 80, 863, 96]
subheading: INVITED TO LONDON. bbox=[752, 1031, 875, 1044]
section-headline: RIGHTING THE WORLD. bbox=[953, 862, 1127, 879]
page-number: 5 bbox=[1810, 17, 1829, 59]
article-paragraph: Mr. A. E. Crosse said he was satisfied the establishment of an Irish republic meant the beginning of a state of civil war, the end of which none could foresee. bbox=[709, 975, 919, 1008]
article-paragraph: The tug Te Awhina left port at 5 a.m. and will reach the Wiltshire about 2 o'clock in the afternoon. bbox=[255, 1220, 465, 1242]
article-paragraph: The latest advice is that there has been no loss of life. The officers and crew remain on board, but cannot leave until the sea moderates. As far as known there are no passengers. bbox=[255, 1246, 465, 1279]
divider bbox=[1699, 514, 1743, 515]
article-paragraph: Dealing with taxation, the Premier said taxation here was nearly as possible half that in Britain. He quoted a comparison with the Australian States, showing that the income tax in the latter was substantially more severe than in New Zealand. The last loan was a very satisfactory transaction and showed the confidence of British financiers in the Dominion. He thought the corner had been turned. Money would be cheaper still, and in his opinion mortgages in broad acres would before long be a favourite security in the Dominion. bbox=[1389, 592, 1599, 706]
subheading: TREATY IN DANGER. bbox=[755, 108, 872, 121]
article-paragraph: Referring to the rebates on land and income tax, he said the experiment was a great success; the money came in as well as at any time before the slump. He could not say what would be done next year, but if he could reduce taxation by the amount of the rebate he would be glad to do it. It was possible the rebate system would be continued. He hoped the Taxation Committee now sitting would be able to offer useful suggestions. bbox=[1389, 710, 1599, 801]
divider bbox=[792, 102, 836, 103]
article-paragraph: The total repayments were £2,388,261. bbox=[1623, 1156, 1759, 1166]
subheading: THE GOVERNMENT PREPARED. bbox=[726, 1163, 902, 1176]
article-paragraph: ters added to the producing population as a result of what had been done for the returned soldiers. bbox=[1615, 897, 1827, 919]
article-paragraph: "I have done a lot of fishing off the south end of the Barrier, and know that there are very strong currents there, especially at spring tides," he added. "The current then runs about three knots round the south end of the island, and it is an extremely rough bit of water when an easterly gale is blowing. The people in Auckland are not aware how much a rough sea is broken for this harbour by the Great Barrier, which diverts the current that sets in so strongly from the south-east. Some time ago, when there was an earthquake somewhere else, we had a tidal wave several feet high at the Barrier, but nothing was known of it in the waters of the Waitemata." bbox=[482, 399, 692, 536]
subheading: MONEY FOR SOLDIERS. bbox=[1654, 924, 1788, 937]
article-paragraph: The Secretary of the Post and Telegraph Department received the following message from the postmaster at Coromandel at 8 p.m.: "Tryphena reports that a line is now ashore from the wreck. Four men have been landed. There are still a hundred on board, but the prospects of rescue are considered good." bbox=[29, 1059, 239, 1127]
article-paragraph: The Wellington agents of the Wiltshire state the master is Captain B. G. Hayward. The rest of the personnel is unknown, but the total is believed to be 109. bbox=[255, 960, 465, 994]
subheading: ATTEMPT TO SWIM ASHORE. bbox=[53, 1029, 214, 1043]
byline: (By Wire—Special Correspondent.) bbox=[533, 161, 641, 170]
article-paragraph: During the last five or six months there had been a great improvement in the financial and commercial position, partly due to the meat pool, which already had done splendid work. There was no occasion for the very slump if shipments had been properly handled at Home. The wool accumulations had nearly gone, and soon the market would open with wool prices higher than now. bbox=[1389, 824, 1599, 903]
divider bbox=[338, 102, 382, 103]
article-paragraph: The rescuers are awaiting daylight and H.M.S. Philomel's breeches buoy to land the remainder. Some of the party proceed in the tug to the wreck at dawn, while the remainder will assist in landing the survivors. bbox=[29, 914, 239, 959]
article-paragraph: At 11 a.m. word came that all the crew were still hanging on, as it was impossible to communicate with the shore. Heavy seas were pounding over the vessel, which was then full of water. She has a large number of holds, all separated by massive bulkheads, but the pounding of the rocks had knocked her about to such an extent that she was full of water from end to end. The wireless was still uninterrupted, and those aboard were able to communicate news of their dire peril. The position of the crew was then most critical, owing to the violence of the seas. bbox=[482, 1135, 692, 1249]
advertisement: "AVON" TRILITH Cycle Tyres. 12 months guarantee. 19/6 each. bbox=[1615, 1473, 1827, 1495]
article-paragraph: A Hawera telegram states that a meeting of Liberal and Labor supporters selected Mr. J. R. Corrigan, the well-known Hawera farmer, to contest the Patea seat at the general election. bbox=[1615, 440, 1827, 485]
column-5 bbox=[931, 74, 1151, 1988]
byline: By Telegraph.—Press Assn.—Copyright. bbox=[1205, 161, 1329, 170]
article-paragraph: Residents of Tryphena Bay, on the south-east corner of the Barrier, set out for the scene of the disaster on horseback and endeavoured to render assistance to the Wiltshire's crew. bbox=[482, 878, 692, 923]
article-paragraph: Lord Birkenhead said Lord Salisbury was a confident critic who told the Government of the mistakes they made, and yet in the last seven anxious years he had never made a single constructive suggestion. If the Irish Government did not carry out its obligations and a crisis arrived the resources of civilisation would be found not to be exhausted, and the Government would closely explore every contingency. bbox=[709, 1241, 919, 1333]
subheading: SHIPPING MEN'S VIEWS. bbox=[519, 1279, 655, 1293]
advertisement: Ask distinctly for SANDER'S EUCALYPTI EXTRACT, or else you may receive one of the many substitutes. The GENUINE SANDER EXTRACT cures colds, fevers, indigestion; prevents infectious diseases and heals ulcers, poisoned wounds, skin diseases, burns, sprains, etc. It is much more powerfully antiseptic than the common eucalyptus and does not depress or irritate like the latter. bbox=[935, 1411, 1145, 1489]
byline: By Telegraph.—Press Assn.—Copyright. bbox=[1660, 813, 1782, 821]
article-paragraph: Referring to criticism of railway freights, he showed that New Zealand's, though high, were the lowest in the Empire, while he hoped that soon it would be possible to reduce the rates. During the past session, in tariff revision, they did something for secondary industries, and he was pleased to note at the splendid winter show at Dunedin some results of that encouragement, which had not been given at the expense of the primary industries. He was glad to notice when he was at Home the increased disposition to give preference to Dominion produce, which he hoped would be translated in action into more effective Imperial preference. He did not think the trade within the Empire by any means impossible, but there must be closer relations in trade, finance and defence. bbox=[1389, 1003, 1599, 1163]
article-paragraph: As there was no possibility of giving assistance, and as the forepart of the vessel was evidently secure, the tug proceeded to Tryphena to organise rescue parties. bbox=[255, 368, 465, 401]
article-paragraph: Nearly a dozen small vessels have been wrecked on the Barrier coast during the past 20 or 30 years. bbox=[482, 804, 692, 826]
subheading: CRIES OF SURVIVORS HEARD. bbox=[49, 1011, 218, 1025]
divider bbox=[112, 142, 155, 144]
section-headline: LINE ON TO WRECK. bbox=[58, 120, 210, 137]
article-paragraph: The Prime Minister quoted a return showing expenditure under permanent charges for the year ended March 31, 1922, compared with the corresponding period of 1914. This gave a total of £12,474,161, compared with £4,236,068, an increase of £8,638,073. Mr. Massey also quoted a detailed comparison of the income taxation with New South Wales and the Commonwealth combined in each case. bbox=[1615, 1197, 1827, 1288]
article-paragraph: It was not a question of France acting alone if there was defiance of the Treaty of Versailles; we were signatories of it, and we were committed to it. If a Government did come to Germany to resist the treaty it was not France that would be left alone to exact the conditions; we should act. We had stood for a policy of moderation and restraint and thereby had rendered ourselves liable to a good deal of misrepresentation in France, but we should still stand for moderation, as well as for a policy of fulfilment. Any isolated action by our Ally would be disastrous to the Entente. bbox=[1162, 541, 1372, 666]
subheading: BROKEN IN TWO. bbox=[85, 1349, 183, 1363]
subheading: EVIDENCE AT THE INQUIRY. bbox=[1642, 796, 1800, 809]
article-paragraph: The Wiltshire loaded at Bristol, Glasgow, and Liverpool in April for Auckland, Wellington, Lyttelton and Dunedin. She left Liverpool on April 22 for Auckland via the Panama Canal. bbox=[482, 995, 692, 1040]
article-paragraph: 7.31 a.m.: "Arahura advises in position off wreck; too much sea to attempt any rescue work." bbox=[255, 1455, 465, 1477]
advertisement: "AVON" A.R.C. Cycle Tyres, 6 months guarantee. 13/6 each. bbox=[1162, 1450, 1372, 1472]
divider bbox=[1699, 669, 1743, 670]
article-paragraph: The British signatories had an opportunity of examining the constitution of the Irish Free State. Their examination at this stage was confidential, but after Whitsuntide the House would be in a position to take a more searching view of the situation than was possible at the present time. If the treaty were broken by any act if the election were not a reasonable one, or had no effective validity, if the constitution as it emerged from the Provisional Parliament were so amended as not to fulfil the treaty, then the Imperial Government would be perfectly free to withhold assent. He did not believe the members of the Provisional Government were acting in bad faith or working hand in glove with their Republican opponents with the intent, by act of treachery, to betray British confidence or Ireland's good name. bbox=[709, 536, 919, 707]
dateline: Invercargill, Last Night. bbox=[1746, 154, 1827, 164]
subheading: MAIL CARRIED ON STEAMER. bbox=[276, 930, 444, 944]
subheading: PREMIER REVIEWS POSITION. bbox=[1409, 126, 1578, 140]
article-paragraph: The Moeraki took an officer and sixteen men from the Philomel, with the rocket apparatus, who were landed at Tryphena about 5.30 p.m. bbox=[255, 825, 465, 859]
subheading: THE SEA VERY ROUGH. bbox=[295, 108, 426, 121]
article-paragraph: Several men were clustered on the forecastle head and the look-out bridge, and more are below it. No signals were made from the wreck. Two lifeboats were visible in their davits on the starboard side, and a third was smashed against the side when lowered. The stern of the vessel is under water. bbox=[255, 295, 465, 363]
article-paragraph: Turning to economies effected by the Government, the Premier read a return showing the saving effected under the Consolidated Fund was £4,592,526 and for other departments of the service £1,054,499, a total of £5,646,835. Increased charges had to be, however, £610,585 and scale increases in classified salaries £226,443. bbox=[1615, 1342, 1827, 1421]
advertisement: These are times when men require the very latest and most sanitary methods when they visit a hairdressing saloon. We always require that skilled operators should be employed for shaving and hairdressing, and they will not be kept waiting their turn too long. Pressed attention is given to all hairdressing, and the methods of sterilising all instruments is a guarantee of cleanliness and freedom from any infection. Razors set and sharpened with despatch. W. H. Preece, hairdresser and tobacconist, Devon Street. bbox=[1162, 1302, 1372, 1404]
article-paragraph: A proposal had been made outside that Britain should remit the whole of the £3,000,000,000 of debts owing her by other countries without receiving a remission of the £1,000,000,000 which Britain owed. He declared that no Government could possibly contemplate such a thing, although we were perfectly willing to enter into an international discussion with a view to obliterating the war debts owing to Britain, provided we received some benefit in regard to the debts which Britain owed.—Aus.-N.Z. Cable Assn. bbox=[1162, 671, 1372, 785]
subheading: ANOTHER STEAMER'S EXPERIENCE. bbox=[259, 651, 462, 664]
subheading: FACTOR TOWARDS PEACE. bbox=[965, 909, 1116, 922]
article-paragraph: Mr. Ryan added that as a rule vessels coming to Auckland, via Panama, generally pick up Cuvier Light, which is on an island thirteen miles to the south-east of the south end of the Barrier. The water right up to the cliffs is very deep. There is a small bay between the Barrier and Cuvier. With the exceptionally thick, hazy weather last night it may have been difficult to pick up Cuvier Light, and the Wiltshire was probably trying to find it when she was driven on the Barrier. bbox=[482, 292, 692, 394]
subheading: THE PATEA SEAT. bbox=[1673, 404, 1769, 417]
section-headline: A DANGEROUS ISLAND. bbox=[498, 80, 676, 96]
dateline: Received June 1, 9.55 p.m. Paris, June 1. bbox=[1235, 825, 1372, 835]
article-paragraph: The cargo consisted of general merchandise estimated at 10,000 tons, 4000 tons of which is for Auckland. The Wiltshire is one of the largest ships coming to Auckland from London. A very large number of Auckland merchants have consignments on board. bbox=[482, 1044, 692, 1101]
article-paragraph: Dealing with what the country had done for the returned men, Mr. Massey quoted a return as follows:— Land purchased under the Land for Settlements Act, £5,816,840. Advances for purchases of private or native land, £6,724,149. Advances towards the purchase of Crown leaseholds, £1,618,939. Advances towards the discharge of mortgages, £433,007. Advances for the purchase or erection of town dwellings, £7,747,318. Loans for business, etc., and other financial assistance under the Repatriation Act, £2,197,996. Advances for purchases of stock under the Discharged Soldiers' Settlement Act, £3,903,468. A total of £28,441,317. bbox=[1615, 942, 1827, 1079]
subheading: POSITION IMPROVING. bbox=[1430, 806, 1558, 819]
article-paragraph: There was one fact which had upset the balance of the Reparations Commission, as it has also upset the League of Nations, and that was the absence of America. The absence of America from the machinery of the Versailles Treaty made it less effective, and made it work with less precision. There was no cause for disagreement between France and ourselves. He was glad Germany had made real efforts to meet the requirements of the Reparations Commission. His conviction was that safety for France could be found only in the practice of what was provided for in the League of Nations' covenant. Were we, he asked, committed in any way to join in an invasion or any further occupation of German territory? bbox=[1162, 292, 1372, 441]
section-headline: FINANCE TASKS. bbox=[1431, 80, 1557, 96]
byline: By Telegraph.—Press Assn.—Copyright. bbox=[979, 535, 1102, 544]
section-headline: DAIRY POOL SCHEME. bbox=[1184, 1170, 1350, 1187]
article-paragraph: The Katoa landed five men, who went overland five miles to the wreck with ropes, hurricane lamps, bandages, food and rockets. The Arahura left for Gisborne at 2 p.m. Then a second party landed from the Katoa. bbox=[255, 504, 465, 549]
column-7 bbox=[1384, 74, 1605, 1988]
article-paragraph: The Expenditure Adjustment Act passed last session with little opposition, that was merely camouflage, requiring all the higher salaries from the Premier down. They aimed at getting back about half the public service bonuses, but he did not know if they could do so. Retrenchment was most unpleasant work. Not only were salaries increased, but departments were swollen during the war, and now all surplus officers had to go. He had never tackled anything so unpleasant, but what had been done, though much, unfortunately, remained to be done. bbox=[1389, 473, 1599, 587]
subheading: MR. CORRIGAN SELECTED. bbox=[1644, 422, 1798, 435]
subheading: TROOPS KEPT IN READINESS. bbox=[731, 817, 897, 831]
advertisement: A few doses of The Zenol Prescription gives instant relief in all cases of Coughs and Colds, Asthma, Whooping Cough and Hoarseness. bbox=[482, 1441, 692, 1474]
article-paragraph: The soldier settlements were costing a very large amount, but we did not admit that the tax was going to be heavy. The settlers had struck hard times, in which many experienced farmers had come to grief, but most of the soldiers were triers, and we were confident that they would pull through. He believed those who had taken up sheep farming would be all right, but where men had bought land at too high a price there would be failures. bbox=[1389, 1328, 1599, 1419]
section-headline: THE ENGLISH DERBY. bbox=[960, 471, 1121, 488]
article-paragraph: The de Valera agreement rendered the hope of co-operation between North and South doubly difficult. It left above the parties further apart than ever before. bbox=[709, 425, 919, 458]
column-1 bbox=[24, 74, 245, 1988]
subheading: PRIME MINISTER RETICENT. bbox=[1188, 1199, 1347, 1212]
section-headline: P. AND T. SALARIES. bbox=[1646, 491, 1796, 509]
article-paragraph: A still later message gave the position as worse and desperate. bbox=[482, 1253, 692, 1275]
